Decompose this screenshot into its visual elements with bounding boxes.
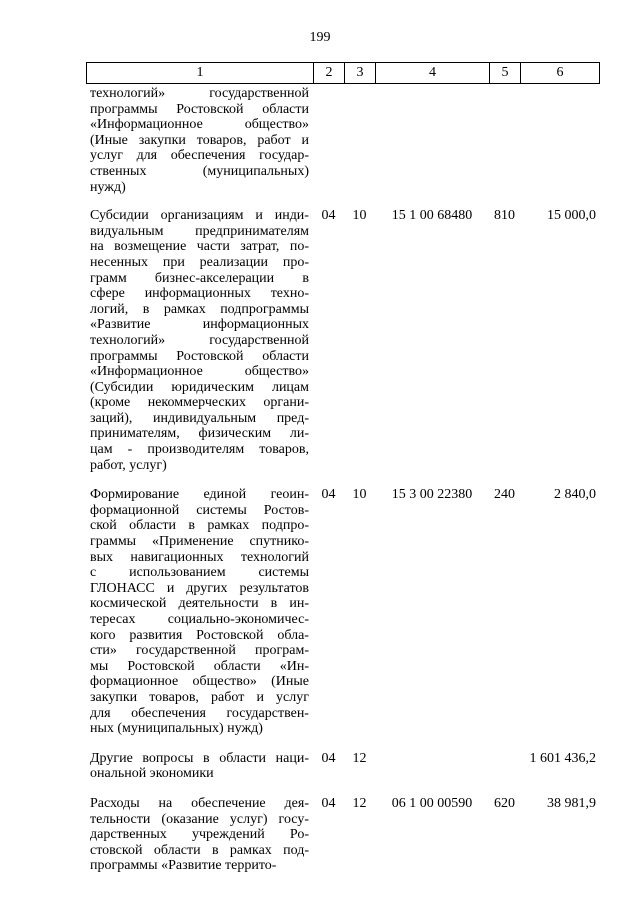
description-line: технологий» государственной bbox=[90, 86, 309, 101]
row-sum: 1 601 436,2 bbox=[529, 750, 596, 766]
table-row bbox=[86, 751, 600, 782]
table-row bbox=[86, 487, 600, 737]
row-vr bbox=[489, 86, 520, 195]
row-pr: 10 bbox=[352, 487, 367, 503]
description-line: Другие вопросы в области наци- bbox=[90, 750, 309, 766]
row-pr: 12 bbox=[352, 750, 367, 766]
row-description bbox=[86, 487, 313, 737]
description-line: закупки товаров, работ и услуг bbox=[90, 689, 309, 705]
header-col-1: 1 bbox=[86, 63, 313, 83]
row-csr: 15 3 00 22380 bbox=[391, 487, 473, 503]
row-sum: 2 840,0 bbox=[554, 487, 596, 503]
description-line: «Информационное общество» bbox=[90, 364, 309, 380]
description-line: вых навигационных технологий bbox=[90, 549, 309, 565]
row-rz bbox=[313, 86, 344, 195]
description-line: принимателям, физическим ли- bbox=[90, 426, 309, 442]
row-rz: 04 bbox=[321, 487, 336, 503]
description-line: Субсидии организациям и инди- bbox=[90, 208, 309, 224]
description-line: услуг для обеспечения государ- bbox=[90, 148, 309, 164]
row-csr bbox=[375, 86, 489, 195]
row-sum: 15 000,0 bbox=[547, 208, 596, 224]
row-description bbox=[86, 208, 313, 473]
header-col-2: 2 bbox=[313, 63, 344, 83]
description-line: работ, услуг) bbox=[90, 457, 167, 473]
row-description bbox=[86, 86, 313, 195]
row-csr: 06 1 00 00590 bbox=[391, 795, 473, 811]
description-line: видуальным предпринимателям bbox=[90, 223, 309, 239]
description-line: ской области в рамках подпро- bbox=[90, 518, 309, 534]
description-line: «Развитие информационных bbox=[90, 317, 309, 333]
description-line: (кроме некоммерческих органи- bbox=[90, 395, 309, 411]
description-line: тересах социально-экономичес- bbox=[90, 612, 309, 627]
row-rz: 04 bbox=[321, 750, 336, 766]
description-line: Формирование единой геоин- bbox=[90, 487, 309, 503]
header-col-3: 3 bbox=[344, 63, 375, 83]
row-sum: 38 981,9 bbox=[547, 795, 596, 811]
description-line: для обеспечения государствен- bbox=[90, 705, 309, 721]
description-line: программы Ростовской области bbox=[90, 348, 309, 364]
row-csr: 15 1 00 68480 bbox=[391, 208, 473, 224]
description-line: кого развития Ростовской обла- bbox=[90, 627, 309, 643]
table-body bbox=[86, 86, 600, 874]
row-csr bbox=[375, 751, 489, 782]
description-line: космической деятельности в ин- bbox=[90, 596, 309, 612]
description-line: с использованием системы bbox=[90, 565, 309, 581]
row-sum bbox=[520, 86, 600, 195]
row-description bbox=[86, 796, 313, 874]
row-vr: 620 bbox=[494, 795, 515, 811]
row-pr: 12 bbox=[352, 795, 367, 811]
row-vr bbox=[489, 751, 520, 782]
description-line: ных (муниципальных) нужд) bbox=[90, 721, 263, 737]
description-line: «Информационное общество» bbox=[90, 117, 309, 133]
description-line: мы Ростовской области «Ин- bbox=[90, 658, 309, 674]
page-number: 199 bbox=[309, 30, 331, 45]
row-vr: 240 bbox=[494, 487, 515, 503]
header-col-5: 5 bbox=[489, 63, 520, 83]
description-line: программы Ростовской области bbox=[90, 101, 309, 117]
description-line: (Иные закупки товаров, работ и bbox=[90, 132, 309, 148]
description-line: заций), индивидуальным пред- bbox=[90, 410, 309, 426]
description-line: ственных (муниципальных) bbox=[90, 163, 309, 179]
table-header bbox=[86, 62, 600, 84]
description-line: нужд) bbox=[90, 179, 126, 195]
description-line: ональной экономики bbox=[90, 766, 214, 782]
description-line: тельности (оказание услуг) госу- bbox=[90, 811, 309, 827]
description-line: несенных при реализации про- bbox=[90, 254, 309, 270]
description-line: сфере информационных техно- bbox=[90, 286, 309, 302]
description-line: Расходы на обеспечение дея- bbox=[90, 795, 309, 811]
row-pr bbox=[344, 86, 375, 195]
description-line: (Субсидии юридическим лицам bbox=[90, 379, 309, 395]
description-line: граммы «Применение спутнико- bbox=[90, 534, 309, 550]
description-line: ГЛОНАСС и других результатов bbox=[90, 580, 309, 596]
description-line: формационное общество» (Иные bbox=[90, 674, 309, 690]
table-row bbox=[86, 796, 600, 874]
description-line: цам - производителям товаров, bbox=[90, 442, 309, 458]
row-description bbox=[86, 751, 313, 782]
description-line: логий, в рамках подпрограммы bbox=[90, 301, 309, 317]
table-row bbox=[86, 208, 600, 473]
description-line: формационной системы Ростов- bbox=[90, 502, 309, 518]
description-line: дарственных учреждений Ро- bbox=[90, 827, 309, 843]
row-rz: 04 bbox=[321, 795, 336, 811]
row-vr: 810 bbox=[494, 208, 515, 224]
description-line: технологий» государственной bbox=[90, 332, 309, 348]
header-col-6: 6 bbox=[520, 63, 600, 83]
description-line: грамм бизнес-акселерации в bbox=[90, 270, 309, 286]
description-line: сти» государственной програм- bbox=[90, 643, 309, 659]
row-rz: 04 bbox=[321, 208, 336, 224]
row-pr: 10 bbox=[352, 208, 367, 224]
description-line: программы «Развитие террито- bbox=[90, 858, 277, 874]
description-line: на возмещение части затрат, по- bbox=[90, 239, 309, 255]
table-row bbox=[86, 86, 600, 195]
header-col-4: 4 bbox=[375, 63, 489, 83]
description-line: стовской области в рамках под- bbox=[90, 842, 309, 858]
